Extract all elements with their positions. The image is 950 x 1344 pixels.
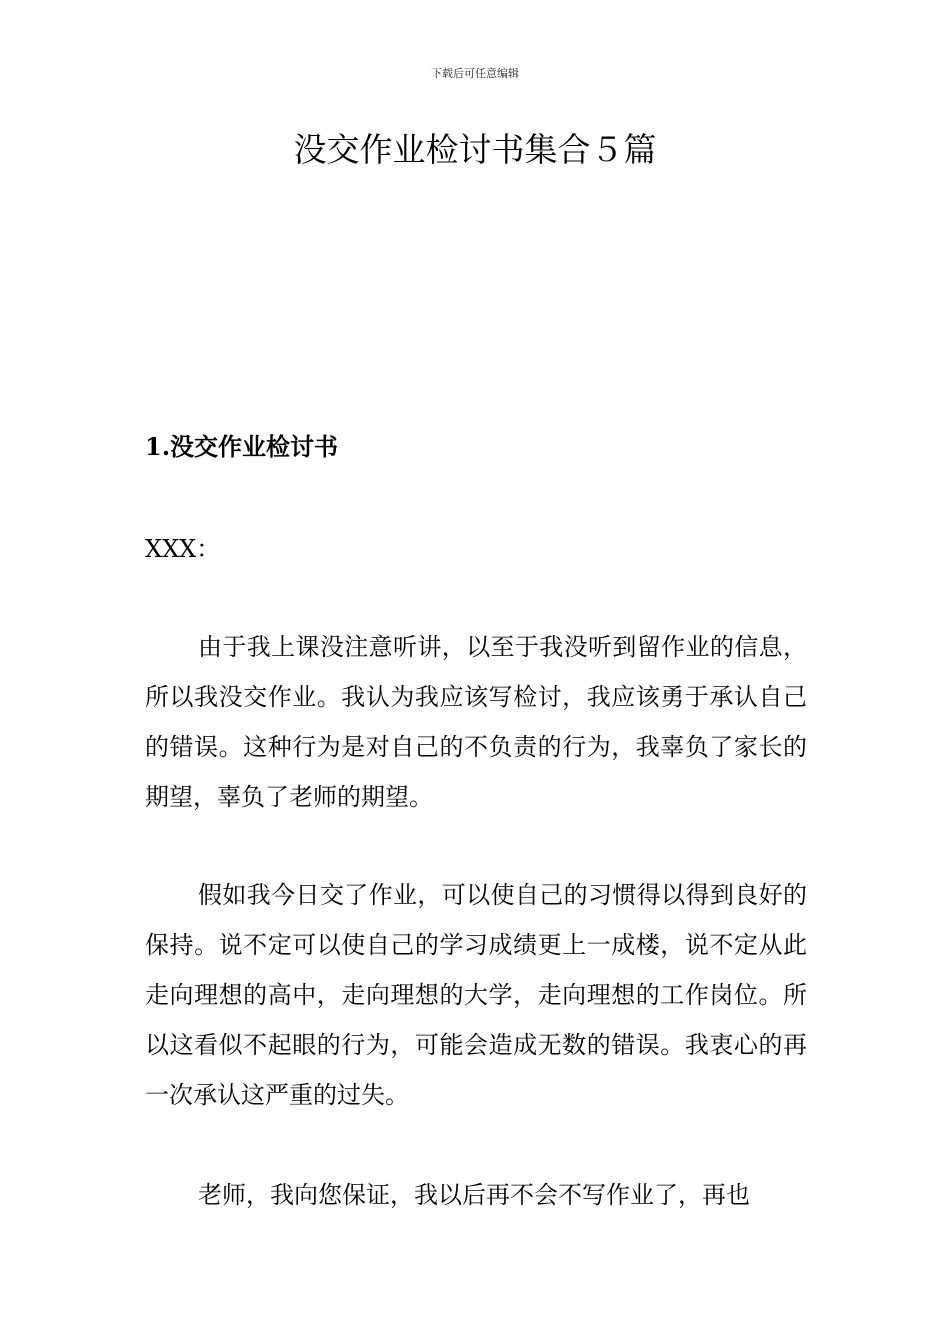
body-paragraph-3: 老师，我向您保证，我以后再不会不写作业了，再也 <box>198 1181 750 1209</box>
document-title: 没交作业检讨书集合５篇 <box>293 130 657 169</box>
section-heading: 1.没交作业检讨书 <box>145 432 339 461</box>
body-paragraph-1: 由于我上课没注意听讲，以至于我没听到留作业的信息，所以我没交作业。我认为我应该写检讨，我应该勇于承认自己的错误。这种行为是对自己的不负责的行为，我辜负了家长的期望，辜负了老师的期望。 <box>145 633 807 811</box>
download-note: 下载后可任意编辑 <box>431 67 519 80</box>
body-paragraph-2: 假如我今日交了作业，可以使自己的习惯得以得到良好的保持。说不定可以使自己的学习成绩更上一成楼，说不定从此走向理想的高中，走向理想的大学，走向理想的工作岗位。所以这看似不起眼的行为，可能会造成无数的错误。我衷心的再一次承认这严重的过失。 <box>145 881 807 1109</box>
salutation: XXX： <box>145 535 221 563</box>
